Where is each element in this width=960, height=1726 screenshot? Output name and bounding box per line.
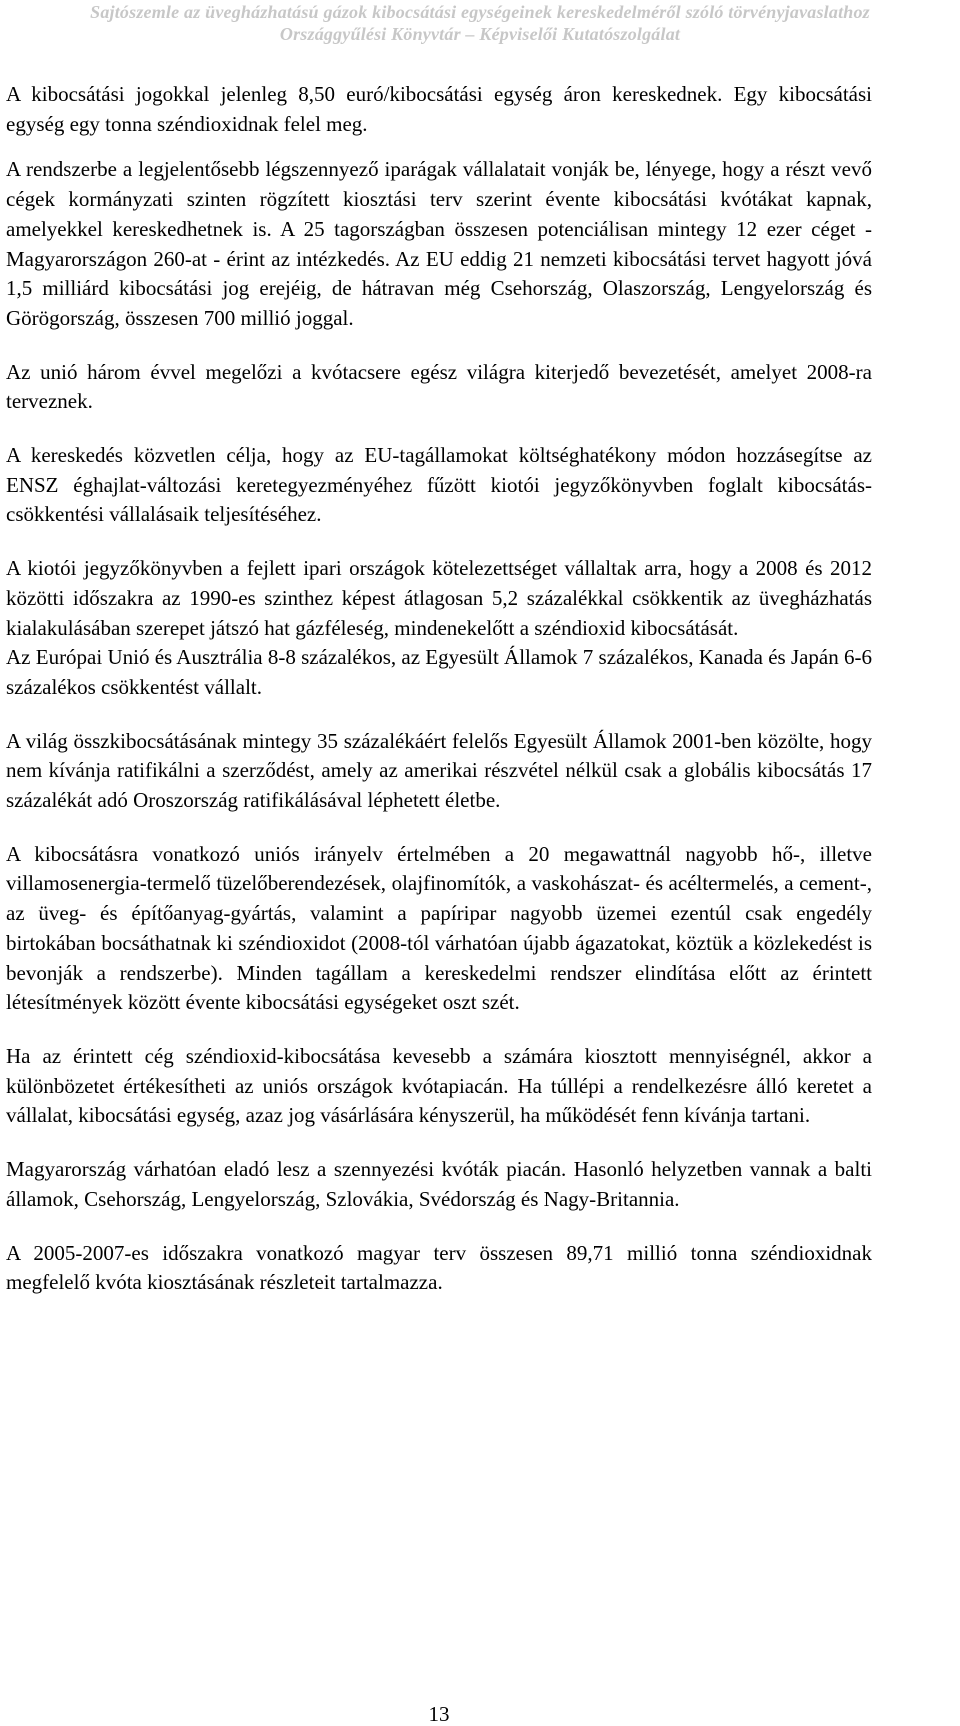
document-body bbox=[6, 80, 872, 1298]
header-title: Sajtószemle az üvegházhatású gázok kibocsátási egységeinek kereskedelméről szóló törvényjavaslathoz bbox=[90, 2, 870, 22]
paragraph: Az unió három évvel megelőzi a kvótacsere egész világra kiterjedő bevezetését, amelyet 2008-ra terveznek. bbox=[6, 359, 872, 414]
paragraph: A kiotói jegyzőkönyvben a fejlett ipari országok kötelezettséget vállaltak arra, hogy a 2008 és 2012 közötti időszakra az 1990-es szinthez képest átlagosan 5,2 százalékkal csökkentik az üvegházhatás kialakulásában szerepet játszó hat gázféleség, mindenekelőtt a széndioxid kibocsátását. bbox=[6, 556, 872, 640]
paragraph: A rendszerbe a legjelentősebb légszennyező iparágak vállalatait vonják be, lényege, hogy a részt vevő cégek kormányzati szinten rögzített kiosztási terv szerint évente kibocsátási kvótákat kapnak, amelyekkel kereskedhetnek is. A 25 tagországban összesen potenciálisan mintegy 12 ezer céget - Magyarországon 260-at - érint az intézkedés. Az EU eddig 21 nemzeti kibocsátási tervet hagyott jóvá 1,5 milliárd kibocsátási jog erejéig, de hátravan még Csehország, Olaszország, Lengyelország és Görögország, összesen 700 millió joggal. bbox=[6, 157, 872, 330]
page-header bbox=[0, 0, 960, 50]
paragraph: A kibocsátásra vonatkozó uniós irányelv értelmében a 20 megawattnál nagyobb hő-, illetve villamosenergia-termelő tüzelőberendezések, olajfinomítók, a vaskohászat- és acéltermelés, a cement-, az üveg- és építőanyag-gyártás, valamint a papíripar nagyobb üzemei ezentúl csak engedély birtokában bocsáthatnak ki széndioxidot (2008-tól várhatóan újabb ágazatokat, köztük a közlekedést is bevonják a rendszerbe). Minden tagállam a kereskedelmi rendszer elindítása előtt az érintett létesítmények között évente kibocsátási egységeket oszt szét. bbox=[6, 841, 872, 1015]
paragraph: A világ összkibocsátásának mintegy 35 százalékáért felelős Egyesült Államok 2001-ben közölte, hogy nem kívánja ratifikálni a szerződést, amely az amerikai részvétel nélkül csak a globális kibocsátás 17 százalékát adó Oroszország ratifikálásával léphetett életbe. bbox=[6, 728, 872, 813]
paragraph: Ha az érintett cég széndioxid-kibocsátása kevesebb a számára kiosztott mennyiségnél, akkor a különbözetet értékesítheti az uniós országok kvótapiacán. Ha túllépi a rendelkezésre álló keretet a vállalat, kibocsátási egység, azaz jog vásárlására kényszerül, ha működését fenn kívánja tartani. bbox=[6, 1043, 872, 1128]
header-subtitle: Országgyűlési Könyvtár – Képviselői Kutatószolgálat bbox=[279, 24, 681, 44]
paragraph: Az Európai Unió és Ausztrália 8-8 százalékos, az Egyesült Államok 7 százalékos, Kanada és Japán 6-6 százalékos csökkentést vállalt. bbox=[6, 645, 872, 699]
paragraph: A kereskedés közvetlen célja, hogy az EU-tagállamokat költséghatékony módon hozzásegítse az ENSZ éghajlat-változási keretegyezményéhez fűzött kiotói jegyzőkönyvben foglalt kibocsátás-csökkentési vállalásaik teljesítéséhez. bbox=[6, 443, 872, 527]
page-number: 13 bbox=[428, 1702, 450, 1726]
paragraph: Magyarország várhatóan eladó lesz a szennyezési kvóták piacán. Hasonló helyzetben vannak a balti államok, Csehország, Lengyelország, Szlovákia, Svédország és Nagy-Britannia. bbox=[6, 1157, 872, 1211]
paragraph: A kibocsátási jogokkal jelenleg 8,50 euró/kibocsátási egység áron kereskednek. Egy kibocsátási egység egy tonna széndioxidnak felel meg. bbox=[6, 82, 872, 136]
paragraph: A 2005-2007-es időszakra vonatkozó magyar terv összesen 89,71 millió tonna széndioxidnak megfelelő kvóta kiosztásának részleteit tartalmazza. bbox=[6, 1240, 872, 1295]
